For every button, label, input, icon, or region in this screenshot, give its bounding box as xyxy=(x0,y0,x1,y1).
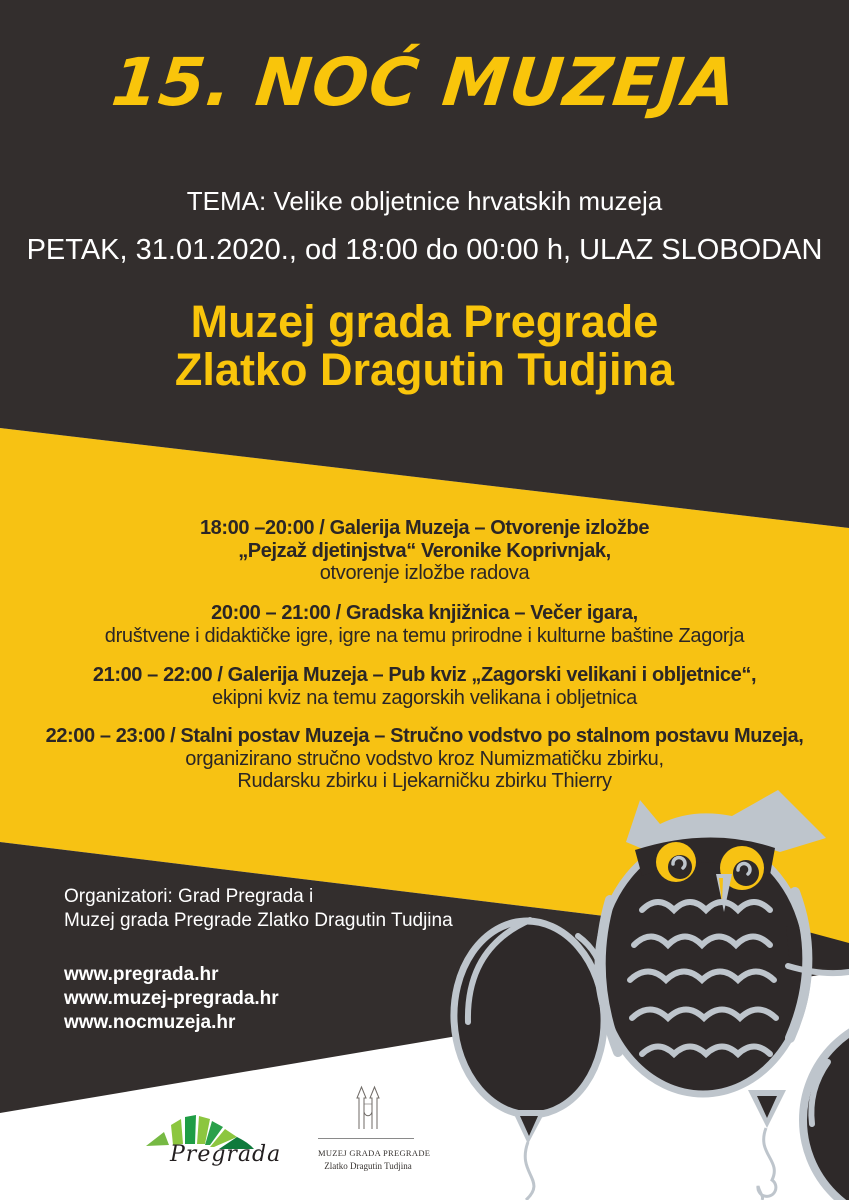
organizers-line-1: Organizatori: Grad Pregrada i xyxy=(64,886,314,907)
website-pregrada: www.pregrada.hr xyxy=(64,964,219,985)
museum-logo-divider xyxy=(318,1138,414,1139)
schedule-item-1 xyxy=(0,517,849,585)
poster-title: 15. NOĆ MUZEJA xyxy=(108,44,741,121)
website-muzej-pregrada: www.muzej-pregrada.hr xyxy=(64,988,279,1009)
schedule-3-detail-line: ekipni kviz na temu zagorskih velikana i obljetnica xyxy=(212,686,637,709)
organizers-block xyxy=(64,885,453,933)
museum-logo-subname: Zlatko Dragutin Tudjina xyxy=(324,1161,412,1171)
venue-line-1: Muzej grada Pregrade xyxy=(190,296,659,347)
schedule-1-bold-line-2: „Pejzaž djetinjstva“ Veronike Koprivnjak, xyxy=(238,539,611,562)
organizers-line-2: Muzej grada Pregrade Zlatko Dragutin Tudjina xyxy=(64,910,453,931)
pregrada-logo xyxy=(146,1112,282,1178)
date-line: PETAK, 31.01.2020., od 18:00 do 00:00 h, ULAZ SLOBODAN xyxy=(26,234,823,266)
websites-block xyxy=(64,963,279,1035)
schedule-2-detail-line: društvene i didaktičke igre, igre na temu prirodne i kulturne baštine Zagorja xyxy=(104,624,745,647)
venue-title xyxy=(0,298,849,394)
church-towers-icon xyxy=(350,1084,386,1130)
schedule-4-bold-line: 22:00 – 23:00 / Stalni postav Muzeja – Stručno vodstvo po stalnom postavu Muzeja, xyxy=(45,725,804,747)
schedule-item-2 xyxy=(0,602,849,647)
theme-line: TEMA: Velike obljetnice hrvatskih muzeja xyxy=(186,186,663,216)
schedule-4-detail-line-2: Rudarsku zbirku i Ljekarničku zbirku Thierry xyxy=(237,770,612,792)
schedule-4-detail-line-1: organizirano stručno vodstvo kroz Numizmatičku zbirku, xyxy=(185,747,664,770)
schedule-1-bold-line-1: 18:00 –20:00 / Galerija Muzeja – Otvorenje izložbe xyxy=(199,517,650,539)
venue-line-2: Zlatko Dragutin Tudjina xyxy=(174,344,675,395)
museum-logo xyxy=(318,1084,431,1171)
owl-balloons-illustration xyxy=(430,780,849,1200)
schedule-1-detail-line: otvorenje izložbe radova xyxy=(319,562,530,584)
schedule-item-3 xyxy=(0,664,849,709)
balloon-left-icon xyxy=(449,917,609,1200)
website-nocmuzeja: www.nocmuzeja.hr xyxy=(64,1012,236,1033)
schedule-2-bold-line: 20:00 – 21:00 / Gradska knjižnica – Večer igara, xyxy=(211,602,638,624)
pregrada-logo-label: Pregrada xyxy=(170,1142,282,1167)
museum-logo-name: MUZEJ GRADA PREGRADE xyxy=(318,1148,431,1158)
schedule-3-bold-line: 21:00 – 22:00 / Galerija Muzeja – Pub kviz „Zagorski velikani i obljetnice“, xyxy=(92,664,757,686)
balloon-right-icon xyxy=(803,1015,849,1200)
